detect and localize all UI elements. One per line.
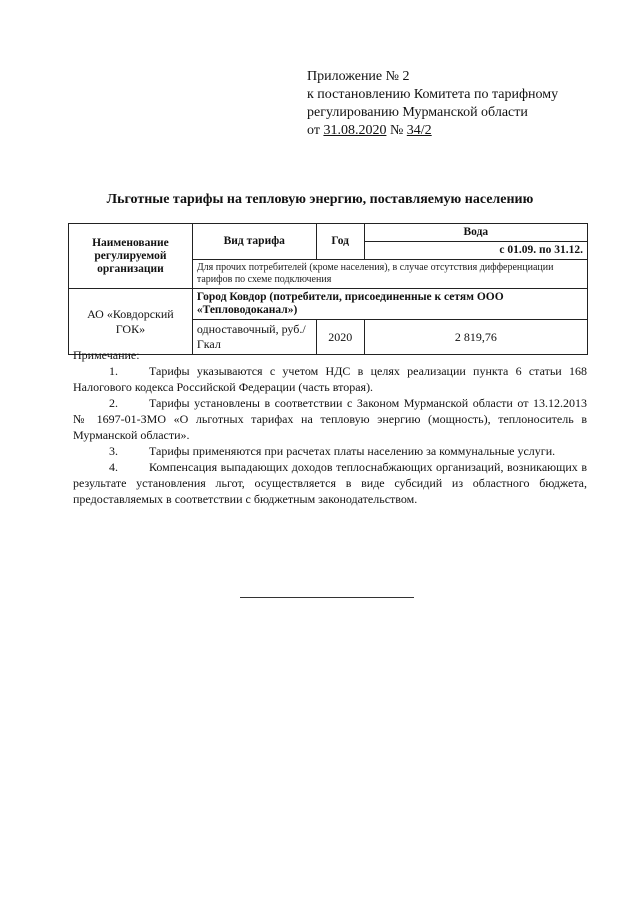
organization-cell: АО «Ковдорский ГОК» [69,289,193,355]
tariff-type-cell: одноставочный, руб./Гкал [192,320,316,355]
note-text: Тарифы указываются с учетом НДС в целях реализации пункта 6 статьи 168 Налогового кодекса Российской Федерации (часть вторая). [73,364,587,394]
appendix-line-1: Приложение № 2 [307,69,410,84]
appendix-line-3: регулированию Мурманской области [307,105,528,120]
tariff-table [68,223,588,355]
note-item-2 [73,395,587,443]
note-text: Тарифы применяются при расчетах платы населению за коммунальные услуги. [149,444,556,458]
resolution-date: 31.08.2020 [323,123,387,138]
appendix-line-2: к постановлению Комитета по тарифному [307,87,559,102]
note-row-text: Для прочих потребителей (кроме населения), в случае отсутствия дифференциации тарифов по схеме подключения [192,260,587,289]
col-header-year: Год [316,224,364,260]
note-number: 3. [109,444,118,458]
table-row [69,289,588,320]
col-header-water: Вода [364,224,587,242]
note-item-4 [73,459,587,507]
note-number: 2. [109,396,118,410]
consumer-group-cell: Город Ковдор (потребители, присоединенные к сетям ООО «Тепловодоканал») [192,289,587,320]
note-item-3 [73,443,587,459]
number-prefix: № [386,123,407,138]
note-text: Компенсация выпадающих доходов теплоснабжающих организаций, возникающих в результате установления льгот, осуществляется в виде субсидий из областного бюджета, предоставляемых в соответствии с бюджетным законодательством. [73,460,587,506]
note-text: Тарифы установлены в соответствии с Законом Мурманской области от 13.12.2013 № 1697-01-ЗМО «О льготных тарифах на тепловую энергию (мощность), теплоноситель в Мурманской области». [73,396,587,442]
notes-heading: Примечание: [73,348,140,362]
note-number: 4. [109,460,118,474]
document-title: Льготные тарифы на тепловую энергию, поставляемую населению [106,192,534,207]
col-header-period: с 01.09. по 31.12. [364,242,587,260]
date-prefix: от [307,123,324,138]
year-cell: 2020 [316,320,364,355]
header-row-1 [69,224,588,242]
note-number: 1. [109,364,118,378]
appendix-line-4 [307,122,558,140]
closing-divider [240,597,414,598]
note-item-1 [73,363,587,395]
appendix-header [307,68,558,140]
resolution-number: 34/2 [406,123,432,138]
col-header-tariff-type: Вид тарифа [192,224,316,260]
notes-section [73,347,587,507]
col-header-org: Наименование регулируемой организации [69,224,193,289]
tariff-value-cell: 2 819,76 [364,320,587,355]
